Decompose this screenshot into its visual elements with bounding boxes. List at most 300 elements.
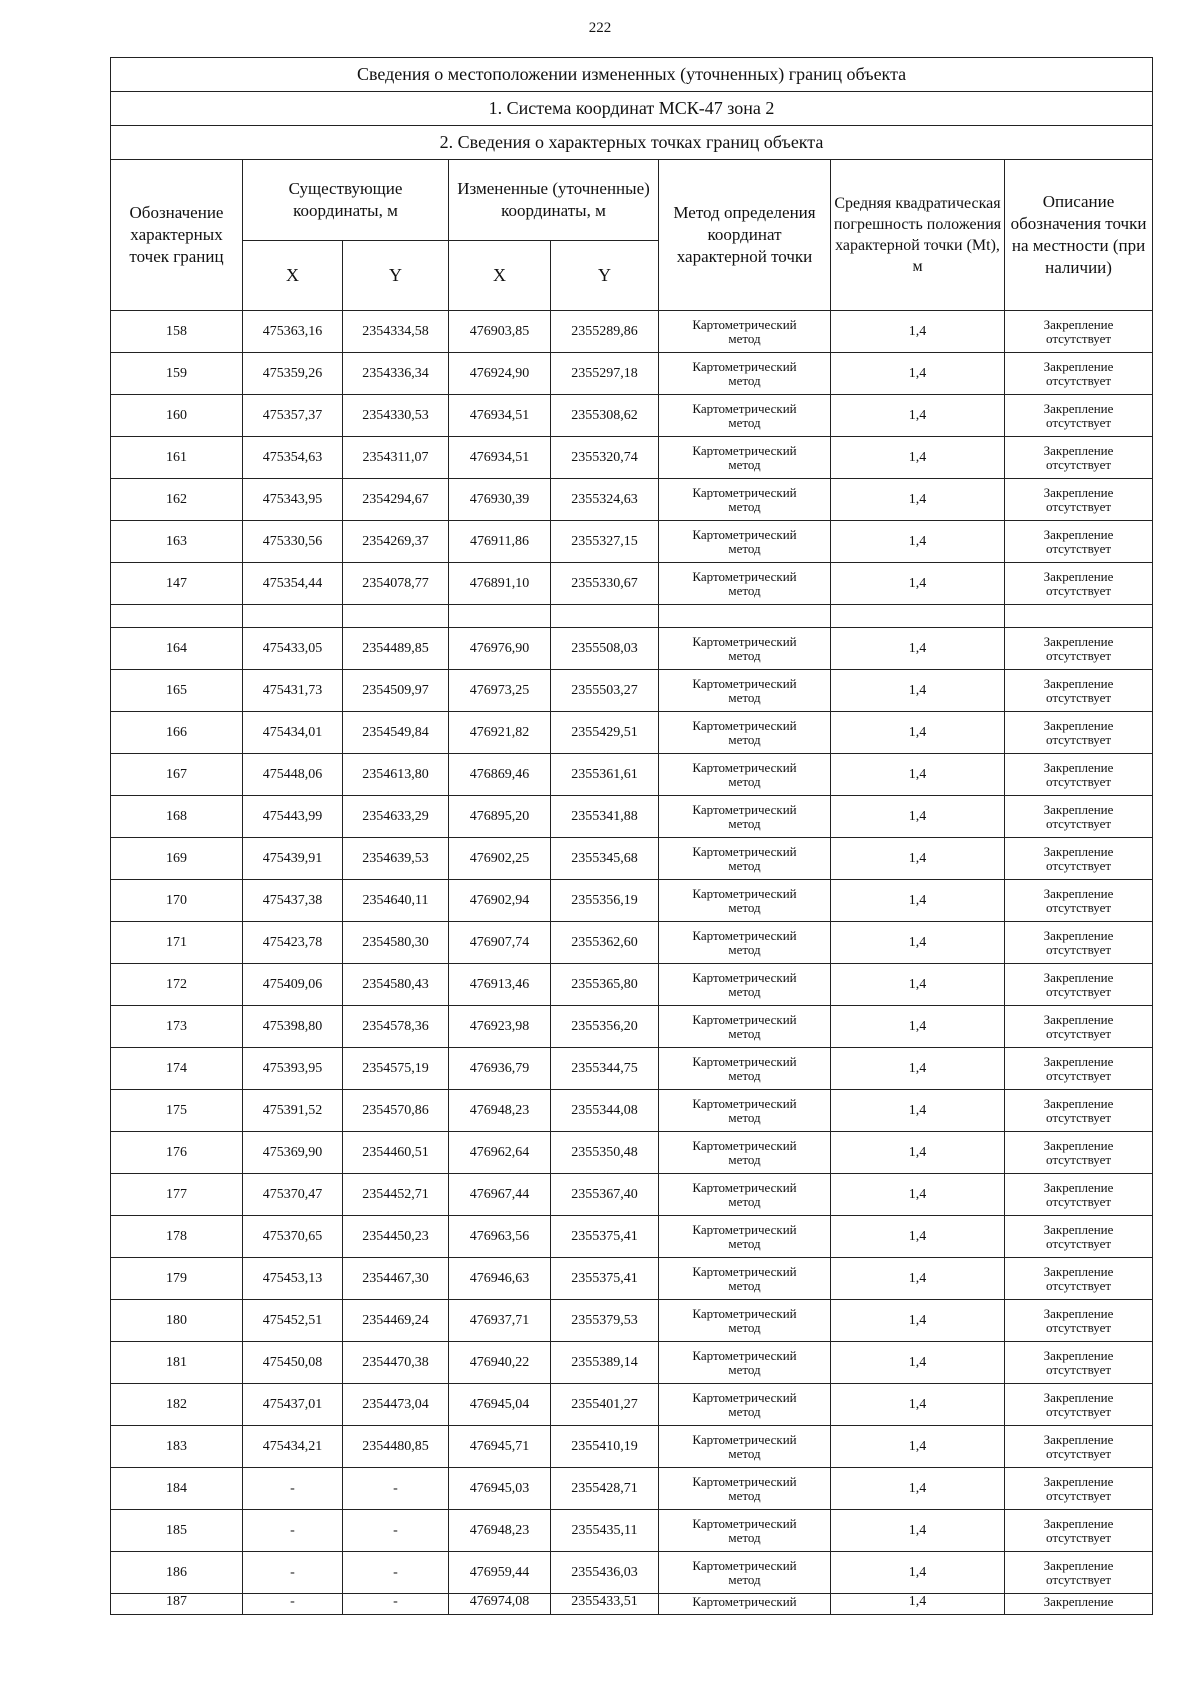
- method-cell: [659, 880, 831, 922]
- method-cell: [659, 1090, 831, 1132]
- existing-y-cell: 2354578,36: [343, 1006, 449, 1048]
- table-title: Сведения о местоположении измененных (уточненных) границ объекта: [111, 58, 1153, 92]
- point-id-cell: 165: [111, 670, 243, 712]
- changed-x-cell: 476902,94: [449, 880, 551, 922]
- coordinates-table: [110, 57, 1153, 1615]
- point-id-cell: 172: [111, 964, 243, 1006]
- method-line-2: метод: [728, 456, 761, 472]
- point-id-cell: 162: [111, 479, 243, 521]
- description-cell: [1005, 563, 1153, 605]
- description-line-1: Закрепление: [1043, 717, 1114, 733]
- existing-y-cell: -: [343, 1552, 449, 1594]
- method-line-1: Картометрический: [692, 526, 797, 542]
- description-line-1: Закрепление: [1043, 1473, 1114, 1489]
- method-line-2: метод: [728, 689, 761, 705]
- table-row: [111, 353, 1153, 395]
- existing-x-cell: 475453,13: [243, 1258, 343, 1300]
- description-line-2: отсутствует: [1046, 1193, 1112, 1209]
- table-row: [111, 964, 1153, 1006]
- error-cell: 1,4: [831, 479, 1005, 521]
- existing-y-cell: -: [343, 1510, 449, 1552]
- error-cell: 1,4: [831, 922, 1005, 964]
- existing-x-cell: 475434,21: [243, 1426, 343, 1468]
- changed-y-cell: 2355297,18: [551, 353, 659, 395]
- changed-y-cell: 2355327,15: [551, 521, 659, 563]
- description-cell: [1005, 922, 1153, 964]
- method-line-1: Картометрический: [692, 843, 797, 859]
- changed-y-cell: 2355375,41: [551, 1216, 659, 1258]
- header-existing: Существующие координаты, м: [243, 160, 449, 241]
- method-line-1: Картометрический: [692, 568, 797, 584]
- error-cell: 1,4: [831, 1048, 1005, 1090]
- description-cell: [1005, 1048, 1153, 1090]
- description-line-2: отсутствует: [1046, 815, 1112, 831]
- error-cell: 1,4: [831, 1132, 1005, 1174]
- method-cell: [659, 1552, 831, 1594]
- existing-y-cell: 2354509,97: [343, 670, 449, 712]
- existing-y-cell: 2354580,30: [343, 922, 449, 964]
- empty-cell: [551, 605, 659, 628]
- table-row: [111, 1426, 1153, 1468]
- method-line-1: Картометрический: [692, 442, 797, 458]
- description-line-1: Закрепление: [1043, 1095, 1114, 1111]
- method-line-2: метод: [728, 1067, 761, 1083]
- method-cell: [659, 796, 831, 838]
- description-cell: [1005, 712, 1153, 754]
- changed-x-cell: 476930,39: [449, 479, 551, 521]
- changed-x-cell: 476940,22: [449, 1342, 551, 1384]
- changed-y-cell: 2355429,51: [551, 712, 659, 754]
- description-cell: [1005, 880, 1153, 922]
- header-changed-y: Y: [551, 241, 659, 311]
- description-line-2: отсутствует: [1046, 330, 1112, 346]
- method-line-1: Картометрический: [692, 1137, 797, 1153]
- point-id-cell: 176: [111, 1132, 243, 1174]
- description-cell: [1005, 1132, 1153, 1174]
- point-id-cell: 168: [111, 796, 243, 838]
- changed-y-cell: 2355330,67: [551, 563, 659, 605]
- header-description: Описание обозначения точки на местности (при наличии): [1005, 160, 1153, 311]
- point-id-cell: 169: [111, 838, 243, 880]
- changed-y-cell: 2355401,27: [551, 1384, 659, 1426]
- error-cell: 1,4: [831, 1258, 1005, 1300]
- header-changed: Измененные (уточненные) координаты, м: [449, 160, 659, 241]
- description-line-1: Закрепление: [1043, 1053, 1114, 1069]
- method-line-2: метод: [728, 773, 761, 789]
- method-cell: [659, 479, 831, 521]
- table-row: [111, 628, 1153, 670]
- description-line-1: Закрепление: [1043, 1557, 1114, 1573]
- error-cell: 1,4: [831, 1090, 1005, 1132]
- point-id-cell: 187: [111, 1594, 243, 1615]
- empty-cell: [1005, 605, 1153, 628]
- description-line-2: отсутствует: [1046, 689, 1112, 705]
- existing-y-cell: 2354452,71: [343, 1174, 449, 1216]
- changed-x-cell: 476963,56: [449, 1216, 551, 1258]
- error-cell: 1,4: [831, 670, 1005, 712]
- existing-x-cell: 475359,26: [243, 353, 343, 395]
- description-cell: [1005, 1384, 1153, 1426]
- table-row: [111, 880, 1153, 922]
- method-line-1: Картометрический: [692, 1473, 797, 1489]
- method-line-1: Картометрический: [692, 1305, 797, 1321]
- error-cell: 1,4: [831, 712, 1005, 754]
- description-cell: [1005, 796, 1153, 838]
- description-line-1: Закрепление: [1043, 759, 1114, 775]
- point-id-cell: 159: [111, 353, 243, 395]
- changed-y-cell: 2355356,19: [551, 880, 659, 922]
- table-row: [111, 1216, 1153, 1258]
- error-cell: 1,4: [831, 1426, 1005, 1468]
- error-cell: 1,4: [831, 838, 1005, 880]
- existing-x-cell: 475393,95: [243, 1048, 343, 1090]
- separator-row: [111, 605, 1153, 628]
- table-row: [111, 1132, 1153, 1174]
- method-cell: [659, 922, 831, 964]
- existing-x-cell: 475363,16: [243, 311, 343, 353]
- table-row: [111, 1552, 1153, 1594]
- method-cell: [659, 1342, 831, 1384]
- empty-cell: [343, 605, 449, 628]
- changed-x-cell: 476869,46: [449, 754, 551, 796]
- existing-x-cell: 475398,80: [243, 1006, 343, 1048]
- description-line-1: Закрепление: [1043, 568, 1114, 584]
- table-row: [111, 712, 1153, 754]
- method-line-2: метод: [728, 857, 761, 873]
- table-row: [111, 1174, 1153, 1216]
- method-line-1: Картометрический: [692, 927, 797, 943]
- changed-x-cell: 476902,25: [449, 838, 551, 880]
- changed-x-cell: 476934,51: [449, 437, 551, 479]
- error-cell: 1,4: [831, 1384, 1005, 1426]
- method-cell: [659, 1132, 831, 1174]
- changed-y-cell: 2355435,11: [551, 1510, 659, 1552]
- changed-y-cell: 2355367,40: [551, 1174, 659, 1216]
- header-existing-x: X: [243, 241, 343, 311]
- method-cell: [659, 1216, 831, 1258]
- method-line-2: метод: [728, 372, 761, 388]
- description-line-2: отсутствует: [1046, 1235, 1112, 1251]
- changed-x-cell: 476891,10: [449, 563, 551, 605]
- error-cell: 1,4: [831, 880, 1005, 922]
- existing-x-cell: 475370,65: [243, 1216, 343, 1258]
- description-line-2: отсутствует: [1046, 456, 1112, 472]
- existing-y-cell: 2354078,77: [343, 563, 449, 605]
- table-row: [111, 563, 1153, 605]
- existing-y-cell: 2354467,30: [343, 1258, 449, 1300]
- method-cell: [659, 712, 831, 754]
- point-id-cell: 167: [111, 754, 243, 796]
- error-cell: 1,4: [831, 628, 1005, 670]
- error-cell: 1,4: [831, 1216, 1005, 1258]
- changed-y-cell: 2355341,88: [551, 796, 659, 838]
- method-cell: [659, 1300, 831, 1342]
- existing-x-cell: 475423,78: [243, 922, 343, 964]
- error-cell: 1,4: [831, 563, 1005, 605]
- method-line-1: Картометрический: [692, 717, 797, 733]
- description-line-2: отсутствует: [1046, 1571, 1112, 1587]
- point-id-cell: 166: [111, 712, 243, 754]
- method-line-2: метод: [728, 941, 761, 957]
- existing-x-cell: -: [243, 1510, 343, 1552]
- point-id-cell: 160: [111, 395, 243, 437]
- description-line-2: отсутствует: [1046, 1445, 1112, 1461]
- method-cell: [659, 838, 831, 880]
- table-row: [111, 1300, 1153, 1342]
- method-cell: [659, 563, 831, 605]
- method-line-1: Картометрический: [692, 1179, 797, 1195]
- description-line-2: отсутствует: [1046, 1529, 1112, 1545]
- method-line-2: метод: [728, 899, 761, 915]
- header-existing-y: Y: [343, 241, 449, 311]
- method-line-1: Картометрический: [692, 1389, 797, 1405]
- existing-x-cell: -: [243, 1552, 343, 1594]
- method-cell: [659, 395, 831, 437]
- existing-x-cell: 475443,99: [243, 796, 343, 838]
- description-cell: [1005, 521, 1153, 563]
- method-line-1: Картометрический: [692, 801, 797, 817]
- description-line-1: Закрепление: [1043, 484, 1114, 500]
- empty-cell: [831, 605, 1005, 628]
- table-row: [111, 754, 1153, 796]
- table-row: [111, 838, 1153, 880]
- changed-y-cell: 2355350,48: [551, 1132, 659, 1174]
- table-body: [111, 311, 1153, 1615]
- method-line-1: Картометрический: [692, 1515, 797, 1531]
- description-line-2: отсутствует: [1046, 1403, 1112, 1419]
- description-line-2: отсутствует: [1046, 1151, 1112, 1167]
- description-line-2: отсутствует: [1046, 414, 1112, 430]
- existing-y-cell: 2354336,34: [343, 353, 449, 395]
- description-line-2: отсутствует: [1046, 1109, 1112, 1125]
- table-row: [111, 437, 1153, 479]
- point-id-cell: 164: [111, 628, 243, 670]
- description-line-2: отсутствует: [1046, 773, 1112, 789]
- table-row: [111, 796, 1153, 838]
- changed-x-cell: 476974,08: [449, 1594, 551, 1615]
- description-cell: [1005, 1510, 1153, 1552]
- changed-y-cell: 2355389,14: [551, 1342, 659, 1384]
- table-row: [111, 311, 1153, 353]
- description-line-1: Закрепление: [1043, 1347, 1114, 1363]
- error-cell: 1,4: [831, 521, 1005, 563]
- description-cell: [1005, 1552, 1153, 1594]
- method-line-1: Картометрический: [692, 1594, 797, 1609]
- changed-x-cell: 476946,63: [449, 1258, 551, 1300]
- existing-x-cell: 475452,51: [243, 1300, 343, 1342]
- method-cell: [659, 1258, 831, 1300]
- description-line-1: Закрепление: [1043, 442, 1114, 458]
- description-line-2: отсутствует: [1046, 1487, 1112, 1503]
- method-cell: [659, 437, 831, 479]
- existing-y-cell: 2354269,37: [343, 521, 449, 563]
- description-line-2: отсутствует: [1046, 1319, 1112, 1335]
- method-line-1: Картометрический: [692, 1557, 797, 1573]
- changed-x-cell: 476895,20: [449, 796, 551, 838]
- description-line-1: Закрепление: [1043, 1137, 1114, 1153]
- description-line-2: отсутствует: [1046, 1025, 1112, 1041]
- changed-x-cell: 476948,23: [449, 1510, 551, 1552]
- description-line-2: отсутствует: [1046, 731, 1112, 747]
- method-line-2: метод: [728, 1319, 761, 1335]
- existing-y-cell: 2354334,58: [343, 311, 449, 353]
- table-row: [111, 395, 1153, 437]
- description-line-1: Закрепление: [1043, 843, 1114, 859]
- changed-y-cell: 2355362,60: [551, 922, 659, 964]
- changed-y-cell: 2355324,63: [551, 479, 659, 521]
- description-cell: [1005, 754, 1153, 796]
- description-line-2: отсутствует: [1046, 1067, 1112, 1083]
- existing-x-cell: 475439,91: [243, 838, 343, 880]
- changed-y-cell: 2355345,68: [551, 838, 659, 880]
- existing-x-cell: 475431,73: [243, 670, 343, 712]
- description-cell: [1005, 1258, 1153, 1300]
- method-line-1: Картометрический: [692, 484, 797, 500]
- existing-x-cell: 475448,06: [243, 754, 343, 796]
- existing-y-cell: 2354570,86: [343, 1090, 449, 1132]
- existing-x-cell: 475330,56: [243, 521, 343, 563]
- description-line-1: Закрепление: [1043, 1011, 1114, 1027]
- error-cell: 1,4: [831, 1594, 1005, 1615]
- existing-x-cell: 475409,06: [243, 964, 343, 1006]
- method-line-1: Картометрический: [692, 1053, 797, 1069]
- method-line-2: метод: [728, 330, 761, 346]
- header-error: Средняя квадратическая погрешность положения характерной точки (Mt), м: [831, 160, 1005, 311]
- description-line-1: Закрепление: [1043, 1431, 1114, 1447]
- method-line-2: метод: [728, 1277, 761, 1293]
- description-line-1: Закрепление: [1043, 885, 1114, 901]
- header-point: Обозначение характерных точек границ: [111, 160, 243, 311]
- point-id-cell: 177: [111, 1174, 243, 1216]
- method-cell: [659, 1006, 831, 1048]
- coordinate-system: 1. Система координат МСК-47 зона 2: [111, 92, 1153, 126]
- description-cell: [1005, 353, 1153, 395]
- table-row: [111, 1342, 1153, 1384]
- point-id-cell: 183: [111, 1426, 243, 1468]
- method-line-1: Картометрический: [692, 1095, 797, 1111]
- changed-x-cell: 476907,74: [449, 922, 551, 964]
- header-method: Метод определения координат характерной точки: [659, 160, 831, 311]
- method-line-2: метод: [728, 1487, 761, 1503]
- existing-y-cell: 2354460,51: [343, 1132, 449, 1174]
- existing-y-cell: 2354639,53: [343, 838, 449, 880]
- error-cell: 1,4: [831, 1174, 1005, 1216]
- table-row: [111, 1384, 1153, 1426]
- point-id-cell: 181: [111, 1342, 243, 1384]
- method-line-2: метод: [728, 1235, 761, 1251]
- empty-cell: [659, 605, 831, 628]
- description-line-1: Закрепление: [1043, 1305, 1114, 1321]
- changed-x-cell: 476973,25: [449, 670, 551, 712]
- error-cell: 1,4: [831, 353, 1005, 395]
- page-number: 222: [588, 20, 612, 36]
- error-cell: 1,4: [831, 437, 1005, 479]
- table-row: [111, 521, 1153, 563]
- point-id-cell: 180: [111, 1300, 243, 1342]
- point-id-cell: 179: [111, 1258, 243, 1300]
- method-cell: [659, 311, 831, 353]
- empty-cell: [111, 605, 243, 628]
- description-cell: [1005, 479, 1153, 521]
- error-cell: 1,4: [831, 754, 1005, 796]
- point-id-cell: 158: [111, 311, 243, 353]
- point-id-cell: 184: [111, 1468, 243, 1510]
- method-line-2: метод: [728, 983, 761, 999]
- table-row: [111, 670, 1153, 712]
- changed-y-cell: 2355344,08: [551, 1090, 659, 1132]
- description-cell: [1005, 1594, 1153, 1615]
- changed-x-cell: 476948,23: [449, 1090, 551, 1132]
- description-line-2: отсутствует: [1046, 582, 1112, 598]
- existing-x-cell: 475391,52: [243, 1090, 343, 1132]
- point-id-cell: 147: [111, 563, 243, 605]
- method-cell: [659, 754, 831, 796]
- changed-x-cell: 476945,71: [449, 1426, 551, 1468]
- method-cell: [659, 1594, 831, 1615]
- description-line-1: Закрепление: [1043, 526, 1114, 542]
- changed-y-cell: 2355428,71: [551, 1468, 659, 1510]
- changed-y-cell: 2355356,20: [551, 1006, 659, 1048]
- description-line-1: Закрепление: [1043, 633, 1114, 649]
- method-line-2: метод: [728, 1361, 761, 1377]
- error-cell: 1,4: [831, 796, 1005, 838]
- error-cell: 1,4: [831, 1552, 1005, 1594]
- existing-x-cell: -: [243, 1594, 343, 1615]
- point-id-cell: 174: [111, 1048, 243, 1090]
- description-cell: [1005, 628, 1153, 670]
- method-line-1: Картометрический: [692, 969, 797, 985]
- existing-y-cell: 2354450,23: [343, 1216, 449, 1258]
- changed-x-cell: 476959,44: [449, 1552, 551, 1594]
- existing-y-cell: 2354330,53: [343, 395, 449, 437]
- description-line-1: Закрепление: [1043, 675, 1114, 691]
- changed-y-cell: 2355508,03: [551, 628, 659, 670]
- method-line-2: метод: [728, 731, 761, 747]
- method-line-1: Картометрический: [692, 1011, 797, 1027]
- description-line-2: отсутствует: [1046, 857, 1112, 873]
- description-cell: [1005, 1426, 1153, 1468]
- table-row: [111, 922, 1153, 964]
- existing-x-cell: -: [243, 1468, 343, 1510]
- section-title: 2. Сведения о характерных точках границ объекта: [111, 126, 1153, 160]
- existing-y-cell: 2354473,04: [343, 1384, 449, 1426]
- existing-x-cell: 475437,01: [243, 1384, 343, 1426]
- description-cell: [1005, 1174, 1153, 1216]
- changed-x-cell: 476934,51: [449, 395, 551, 437]
- existing-y-cell: 2354489,85: [343, 628, 449, 670]
- error-cell: 1,4: [831, 311, 1005, 353]
- description-line-1: Закрепление: [1043, 1389, 1114, 1405]
- method-line-1: Картометрический: [692, 316, 797, 332]
- existing-y-cell: 2354470,38: [343, 1342, 449, 1384]
- changed-y-cell: 2355320,74: [551, 437, 659, 479]
- description-cell: [1005, 1090, 1153, 1132]
- description-line-1: Закрепление: [1043, 927, 1114, 943]
- method-line-2: метод: [728, 1193, 761, 1209]
- description-cell: [1005, 395, 1153, 437]
- point-id-cell: 178: [111, 1216, 243, 1258]
- description-cell: [1005, 1006, 1153, 1048]
- method-line-1: Картометрический: [692, 675, 797, 691]
- point-id-cell: 170: [111, 880, 243, 922]
- error-cell: 1,4: [831, 395, 1005, 437]
- method-cell: [659, 1468, 831, 1510]
- changed-y-cell: 2355289,86: [551, 311, 659, 353]
- method-line-2: метод: [728, 1529, 761, 1545]
- description-cell: [1005, 311, 1153, 353]
- changed-x-cell: 476945,03: [449, 1468, 551, 1510]
- method-line-2: метод: [728, 1025, 761, 1041]
